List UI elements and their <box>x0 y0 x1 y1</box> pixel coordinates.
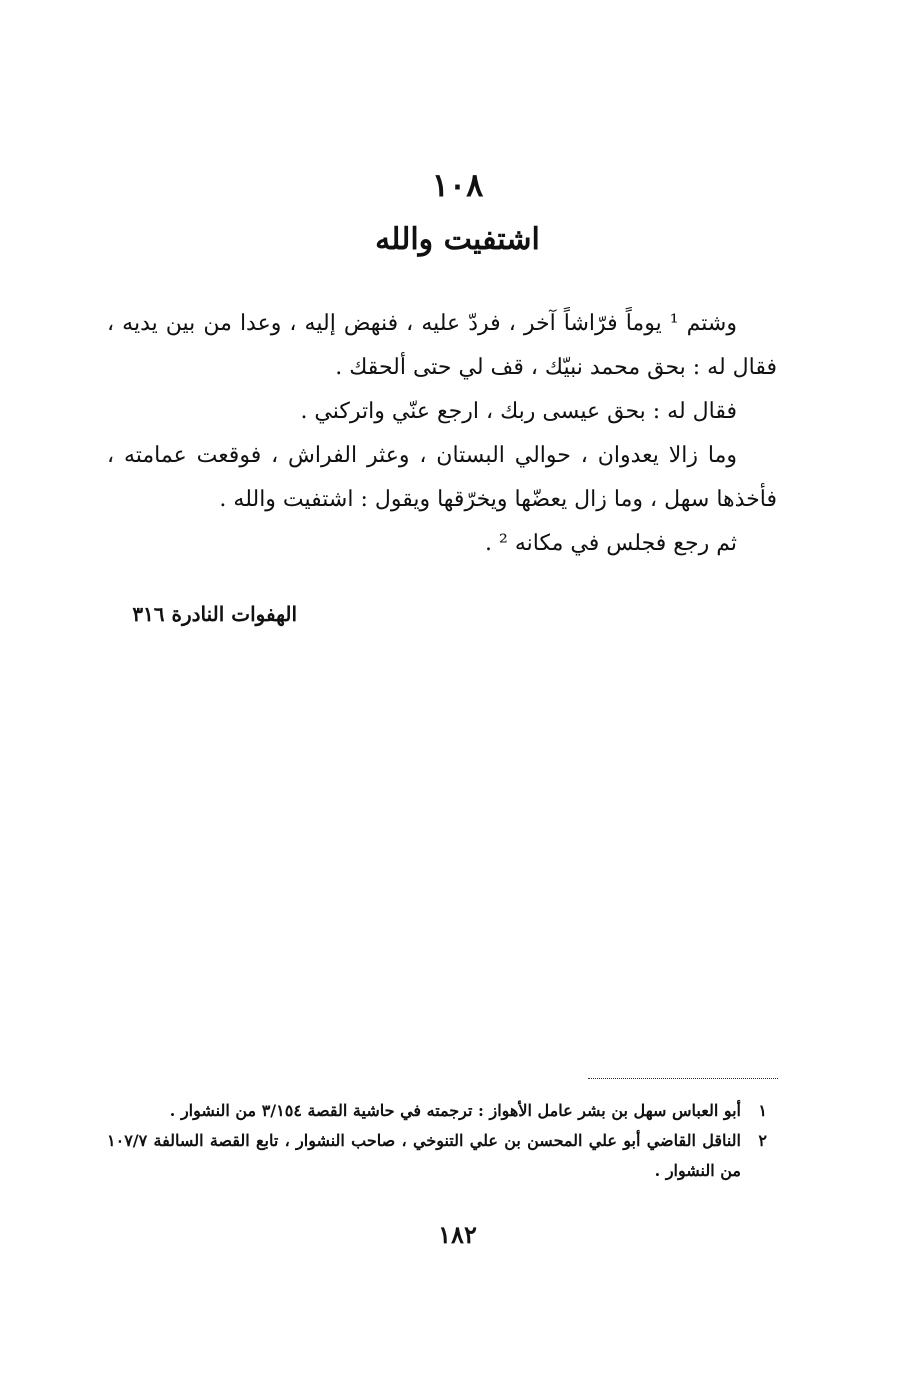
body-paragraph: ثم رجع فجلس في مكانه ² . <box>485 531 737 556</box>
footnote-text: أبو العباس سهل بن بشر عامل الأهواز : ترجمته في حاشية القصة ٣/١٥٤ من النشوار . <box>169 1101 741 1120</box>
footnote <box>107 1126 767 1186</box>
body-paragraph: فقال له : بحق عيسى ربك ، ارجع عنّي واتركني . <box>300 399 737 424</box>
body-paragraph: وشتم ¹ يوماً فرّاشاً آخر ، فردّ عليه ، فنهض إليه ، وعدا من بين يديه ، فقال له : بحق محمد نبيّك ، قف لي حتى ألحقك . <box>107 311 777 380</box>
footnote-text: الناقل القاضي أبو علي المحسن بن علي التنوخي ، صاحب النشوار ، تابع القصة السالفة ١٠٧/٧ من النشوار . <box>107 1131 741 1180</box>
footnote-number: ١ <box>758 1101 767 1120</box>
footnote-number: ٢ <box>758 1131 767 1150</box>
body-paragraph: وما زالا يعدوان ، حوالي البستان ، وعثر الفراش ، فوقعت عمامته ، فأخذها سهل ، وما زال يعضّها ويخرّقها ويقول : اشتفيت والله . <box>107 443 777 512</box>
footnote-separator <box>588 1078 778 1079</box>
page-number: ١٨٢ <box>438 1220 477 1249</box>
story-body <box>107 302 777 566</box>
footnotes <box>107 1096 767 1186</box>
footnote <box>107 1096 767 1126</box>
source-citation: الهفوات النادرة ٣١٦ <box>132 602 297 626</box>
story-title: اشتفيت والله <box>375 222 540 257</box>
story-number: ١٠٨ <box>431 166 484 204</box>
